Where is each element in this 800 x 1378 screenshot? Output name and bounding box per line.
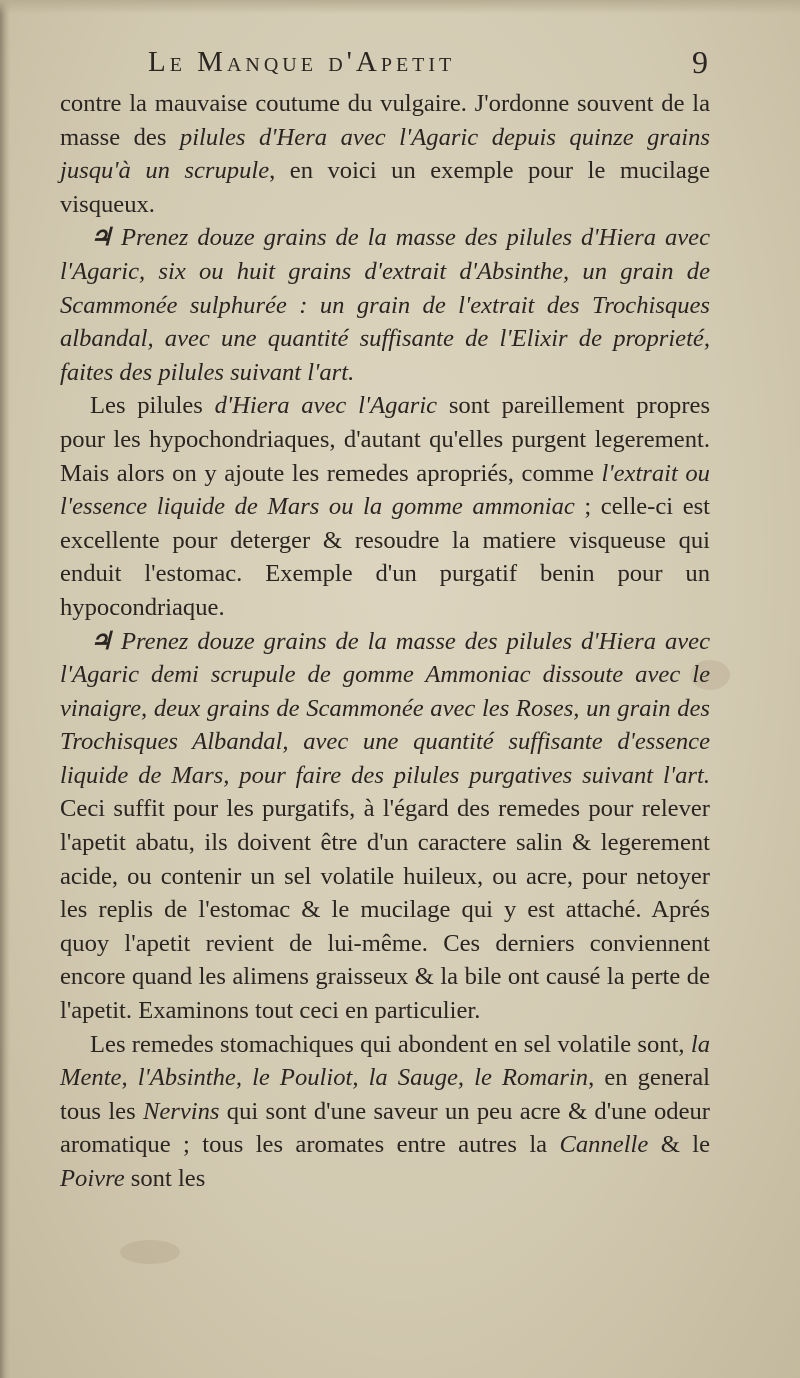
text-run: , en general tous les [60, 1064, 710, 1125]
text-run: Les pilules [90, 392, 215, 420]
body-text [60, 87, 710, 1196]
paragraph [60, 87, 710, 221]
running-header [148, 46, 708, 86]
text-run: ; celle-ci est excellente pour deterger & resoudre la matiere visqueuse qui enduit l'estomac. Exemple d'un purgatif benin pour un hypocondriaque. [60, 493, 711, 621]
paragraph [60, 221, 710, 389]
text-run: sont pareillement propres pour les hypochondriaques, d'autant qu'elles purgent legerement. Mais alors on y ajoute les remedes apropriés, comme [60, 392, 711, 487]
italic-text: d'Hiera avec l'Agaric [214, 392, 438, 420]
italic-text: pilules d'Hera avec l'Agaric depuis quinze grains jusqu'à un scrupule [60, 123, 710, 185]
italic-text: Prenez douze grains de la masse des pilules d'Hiera avec l'Agaric demi scrupule de gomme Ammoniac dissoute avec le vinaigre, deux grains de Scammonée avec les Roses, un grain des Trochisques Albandal, avec une quantité suffisante d'essence liquide de Mars, pour faire des pilules purgatives suivant l'art. [60, 627, 710, 789]
page-top-shadow [0, 0, 800, 14]
text-run: Ceci suffit pour les purgatifs, à l'égard des remedes pour relever l'apetit abatu, ils doivent être d'un caractere salin & legerement acide, ou contenir un sel volatile huileux, ou acre, pour netoyer les replis de l'estomac & le mucilage qui y est attaché. Aprés quoy l'apetit revient de lui-même. Ces derniers conviennent encore quand les alimens graisseux & la bile ont causé la perte de l'apetit. Examinons tout ceci en particulier. [60, 795, 710, 1025]
text-run: contre la mauvaise coutume du vulgaire. J'ordonne souvent de la masse des [60, 90, 710, 151]
text-run: qui sont d'une saveur un peu acre & d'une odeur aromatique ; tous les aromates entre autres la [60, 1097, 710, 1159]
text-run: sont les [124, 1165, 206, 1192]
paragraph [60, 1028, 710, 1196]
running-title: Le Manque d'Apetit [148, 46, 456, 78]
text-run: Les remedes stomachiques qui abondent en sel volatile sont, [90, 1030, 691, 1058]
paragraph [60, 625, 710, 1028]
text-run: & le [648, 1131, 710, 1159]
page-number: 9 [692, 44, 708, 80]
italic-text: l'extrait ou l'essence liquide de Mars ou la gomme ammoniac [60, 459, 710, 521]
text-run: , en voici un exemple pour le mucilage visqueux. [60, 157, 710, 218]
italic-text: Nervins [142, 1097, 220, 1125]
recipe-symbol: ♃ [90, 627, 121, 655]
paragraph [60, 389, 710, 624]
recipe-symbol: ♃ [90, 224, 121, 252]
italic-text: Cannelle [559, 1131, 649, 1159]
paper-stain [120, 1240, 180, 1264]
page-binding-shadow [0, 0, 10, 1378]
italic-text: Poivre [60, 1165, 125, 1192]
italic-text: Prenez douze grains de la masse des pilules d'Hiera avec l'Agaric, six ou huit grains d'extrait d'Absinthe, un grain de Scammonée sulphurée : un grain de l'extrait des Trochisques albandal, avec une quantité suffisante de l'Elixir de proprieté, faites des pilules suivant l'art. [60, 224, 710, 386]
italic-text: la Mente, l'Absinthe, le Pouliot, la Sauge, le Romarin [60, 1030, 710, 1092]
